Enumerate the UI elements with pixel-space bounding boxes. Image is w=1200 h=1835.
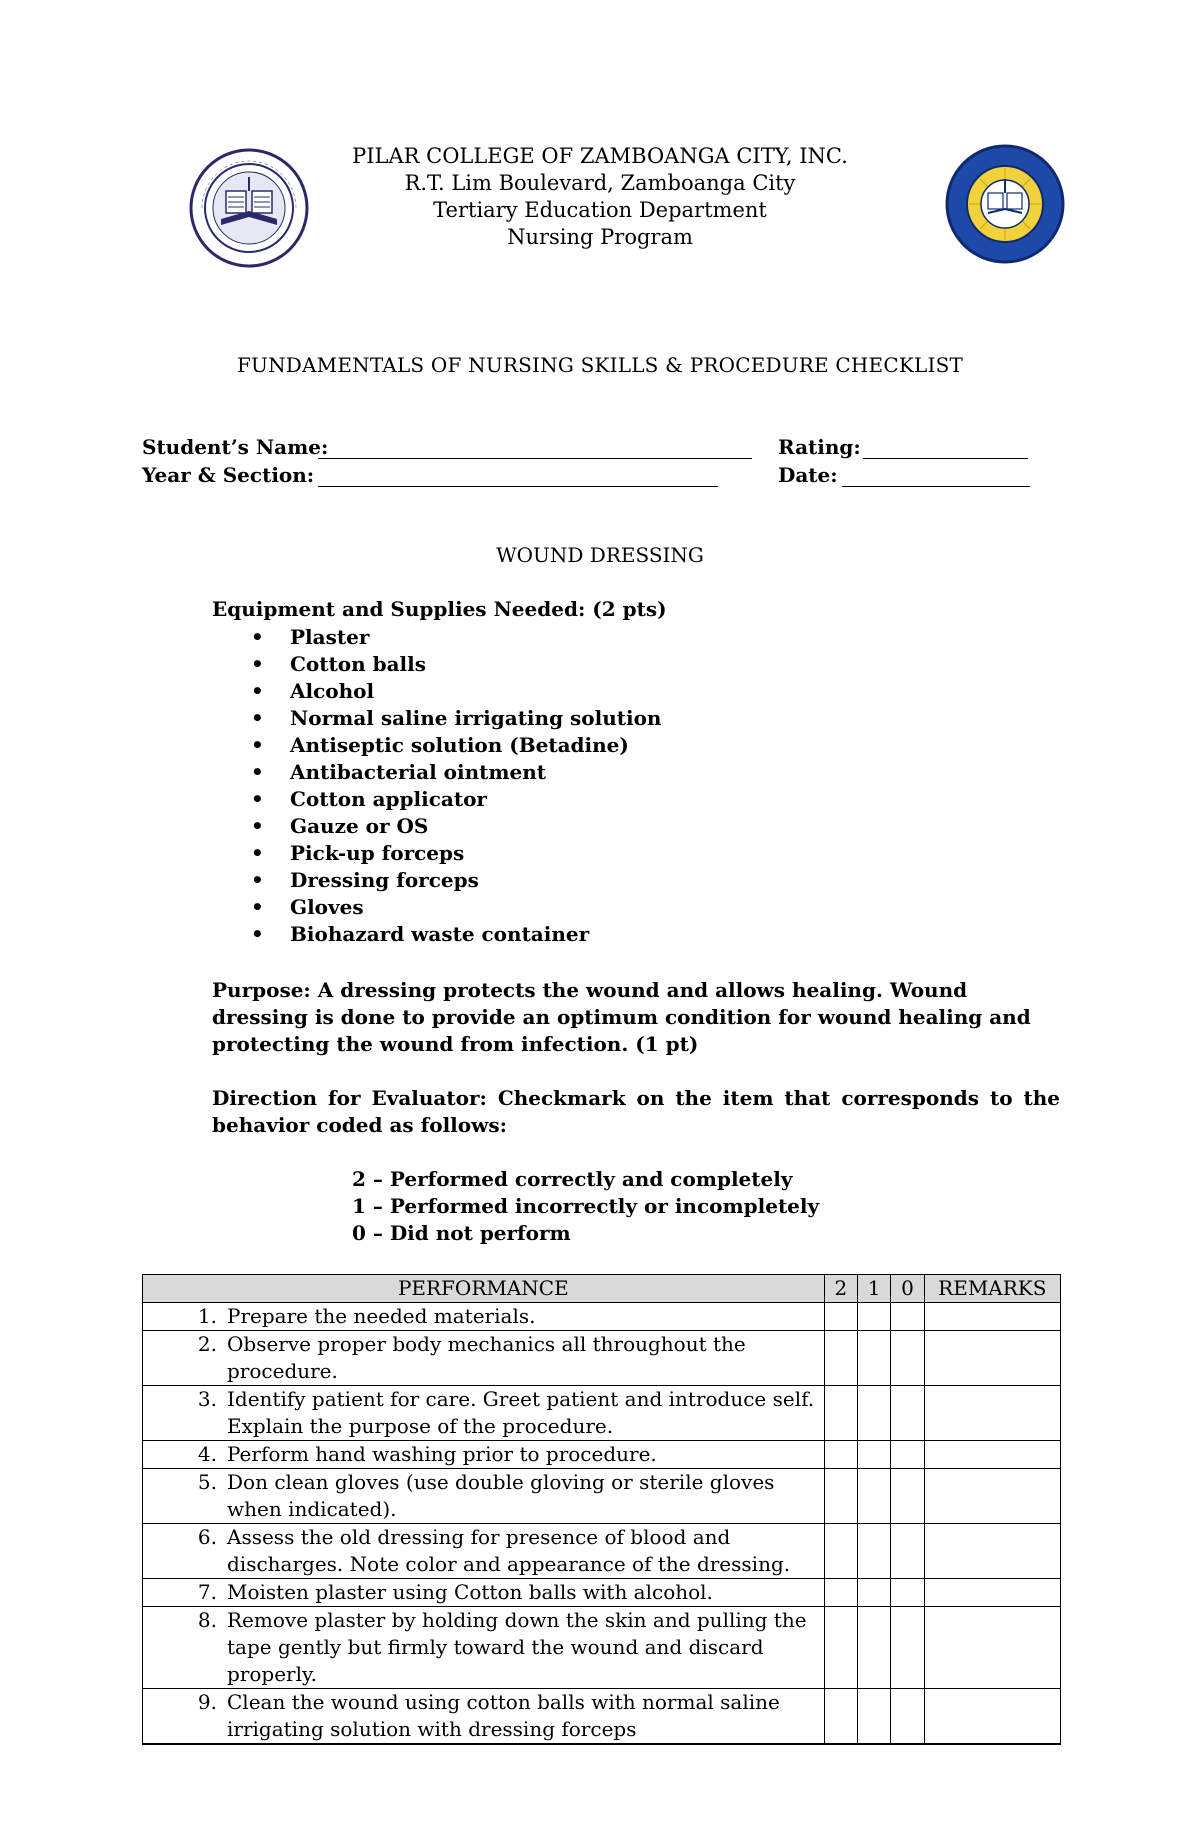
score-1-cell[interactable] bbox=[857, 1689, 890, 1745]
step-number: 1. bbox=[197, 1304, 217, 1328]
header-score-2: 2 bbox=[824, 1275, 857, 1303]
score-1-cell[interactable] bbox=[857, 1303, 890, 1331]
score-2-cell[interactable] bbox=[824, 1469, 857, 1524]
table-row bbox=[143, 1331, 1061, 1386]
bullet-icon: • bbox=[251, 922, 264, 946]
table-row bbox=[143, 1607, 1061, 1689]
score-1-cell[interactable] bbox=[857, 1579, 890, 1607]
score-0-cell[interactable] bbox=[891, 1607, 924, 1689]
year-section-field[interactable] bbox=[318, 486, 718, 487]
step-number: 5. bbox=[197, 1470, 217, 1494]
table-row bbox=[143, 1441, 1061, 1469]
step-number: 3. bbox=[197, 1387, 217, 1411]
code-2: 2 – Performed correctly and completely bbox=[352, 1167, 793, 1191]
score-2-cell[interactable] bbox=[824, 1303, 857, 1331]
purpose-paragraph: Purpose: A dressing protects the wound and allows healing. Wound dressing is done to provide an optimum condition for wound healing and protecting the wound from infection. (1 pt) bbox=[212, 978, 1031, 1056]
step-text: Moisten plaster using Cotton balls with alcohol. bbox=[227, 1580, 713, 1604]
table-row bbox=[143, 1524, 1061, 1579]
score-0-cell[interactable] bbox=[891, 1386, 924, 1441]
institution-header bbox=[300, 143, 900, 251]
bullet-icon: • bbox=[251, 868, 264, 892]
score-2-cell[interactable] bbox=[824, 1524, 857, 1579]
rating-field[interactable] bbox=[863, 458, 1028, 459]
remarks-cell[interactable] bbox=[924, 1386, 1060, 1441]
header-remarks: REMARKS bbox=[924, 1275, 1060, 1303]
remarks-cell[interactable] bbox=[924, 1469, 1060, 1524]
table-row bbox=[143, 1579, 1061, 1607]
remarks-cell[interactable] bbox=[924, 1579, 1060, 1607]
bullet-icon: • bbox=[251, 679, 264, 703]
checklist-title: FUNDAMENTALS OF NURSING SKILLS & PROCEDURE CHECKLIST bbox=[236, 353, 964, 377]
remarks-cell[interactable] bbox=[924, 1331, 1060, 1386]
bullet-icon: • bbox=[251, 841, 264, 865]
table-row bbox=[143, 1386, 1061, 1441]
header-score-1: 1 bbox=[857, 1275, 890, 1303]
step-text: Remove plaster by holding down the skin and pulling the tape gently but firmly toward the wound and discard properly. bbox=[227, 1608, 807, 1686]
step-number: 2. bbox=[197, 1332, 217, 1356]
score-2-cell[interactable] bbox=[824, 1441, 857, 1469]
pilar-college-seal-logo bbox=[188, 147, 310, 269]
score-1-cell[interactable] bbox=[857, 1331, 890, 1386]
score-0-cell[interactable] bbox=[891, 1441, 924, 1469]
step-text: Identify patient for care. Greet patient and introduce self. Explain the purpose of the procedure. bbox=[227, 1387, 815, 1438]
score-2-cell[interactable] bbox=[824, 1331, 857, 1386]
year-section-label: Year & Section: bbox=[142, 463, 315, 487]
equipment-list bbox=[212, 624, 661, 948]
procedure-title: WOUND DRESSING bbox=[496, 543, 704, 567]
list-item: • Plaster bbox=[251, 625, 370, 649]
score-1-cell[interactable] bbox=[857, 1441, 890, 1469]
score-2-cell[interactable] bbox=[824, 1579, 857, 1607]
step-number: 9. bbox=[197, 1690, 217, 1714]
list-item: • Biohazard waste container bbox=[251, 922, 590, 946]
score-0-cell[interactable] bbox=[891, 1524, 924, 1579]
list-item: • Dressing forceps bbox=[251, 868, 479, 892]
list-item: • Gloves bbox=[251, 895, 364, 919]
header-score-0: 0 bbox=[891, 1275, 924, 1303]
list-item: • Antibacterial ointment bbox=[251, 760, 547, 784]
remarks-cell[interactable] bbox=[924, 1524, 1060, 1579]
step-text: Perform hand washing prior to procedure. bbox=[227, 1442, 657, 1466]
rating-label: Rating: bbox=[778, 435, 861, 459]
step-text: Don clean gloves (use double gloving or sterile gloves when indicated). bbox=[227, 1470, 775, 1521]
step-number: 4. bbox=[197, 1442, 217, 1466]
bullet-icon: • bbox=[251, 760, 264, 784]
step-number: 6. bbox=[197, 1525, 217, 1549]
score-0-cell[interactable] bbox=[891, 1689, 924, 1745]
code-0: 0 – Did not perform bbox=[352, 1221, 571, 1245]
bullet-icon: • bbox=[251, 706, 264, 730]
score-0-cell[interactable] bbox=[891, 1303, 924, 1331]
list-item: • Antiseptic solution (Betadine) bbox=[251, 733, 629, 757]
remarks-cell[interactable] bbox=[924, 1303, 1060, 1331]
remarks-cell[interactable] bbox=[924, 1441, 1060, 1469]
score-1-cell[interactable] bbox=[857, 1469, 890, 1524]
bullet-icon: • bbox=[251, 895, 264, 919]
date-label: Date: bbox=[778, 463, 838, 487]
equipment-heading: Equipment and Supplies Needed: (2 pts) bbox=[212, 597, 667, 621]
list-item: • Pick-up forceps bbox=[251, 841, 465, 865]
student-name-label: Student’s Name: bbox=[142, 435, 329, 459]
college-address: R.T. Lim Boulevard, Zamboanga City bbox=[404, 171, 796, 195]
list-item: • Alcohol bbox=[251, 679, 375, 703]
list-item: • Cotton balls bbox=[251, 652, 426, 676]
nursing-program-seal-logo bbox=[944, 143, 1066, 265]
table-row bbox=[143, 1303, 1061, 1331]
rating-codes bbox=[352, 1166, 819, 1247]
score-0-cell[interactable] bbox=[891, 1469, 924, 1524]
code-1: 1 – Performed incorrectly or incompletely bbox=[352, 1194, 820, 1218]
bullet-icon: • bbox=[251, 733, 264, 757]
student-name-field[interactable] bbox=[318, 458, 752, 459]
step-number: 8. bbox=[197, 1608, 217, 1632]
step-text: Clean the wound using cotton balls with normal saline irrigating solution with dressing forceps bbox=[227, 1690, 780, 1741]
table-header-row bbox=[143, 1275, 1061, 1303]
step-number: 7. bbox=[197, 1580, 217, 1604]
date-field[interactable] bbox=[842, 486, 1030, 487]
list-item: • Normal saline irrigating solution bbox=[251, 706, 662, 730]
bullet-icon: • bbox=[251, 787, 264, 811]
evaluator-direction: Direction for Evaluator: Checkmark on the item that corresponds to the behavior coded as follows: bbox=[212, 1086, 1060, 1137]
table-row bbox=[143, 1469, 1061, 1524]
department-name: Tertiary Education Department bbox=[433, 198, 767, 222]
score-2-cell[interactable] bbox=[824, 1386, 857, 1441]
list-item: • Gauze or OS bbox=[251, 814, 429, 838]
step-text: Assess the old dressing for presence of blood and discharges. Note color and appearance of the dressing. bbox=[227, 1525, 791, 1576]
step-text: Observe proper body mechanics all throughout the procedure. bbox=[227, 1332, 746, 1383]
score-2-cell[interactable] bbox=[824, 1607, 857, 1689]
table-row bbox=[143, 1689, 1061, 1745]
score-0-cell[interactable] bbox=[891, 1331, 924, 1386]
step-text: Prepare the needed materials. bbox=[227, 1304, 536, 1328]
score-0-cell[interactable] bbox=[891, 1579, 924, 1607]
college-name: PILAR COLLEGE OF ZAMBOANGA CITY, INC. bbox=[352, 144, 848, 168]
score-1-cell[interactable] bbox=[857, 1607, 890, 1689]
performance-table bbox=[142, 1274, 1061, 1745]
list-item: • Cotton applicator bbox=[251, 787, 487, 811]
score-1-cell[interactable] bbox=[857, 1524, 890, 1579]
remarks-cell[interactable] bbox=[924, 1607, 1060, 1689]
bullet-icon: • bbox=[251, 625, 264, 649]
bullet-icon: • bbox=[251, 814, 264, 838]
score-2-cell[interactable] bbox=[824, 1689, 857, 1745]
header-performance: PERFORMANCE bbox=[143, 1275, 825, 1303]
bullet-icon: • bbox=[251, 652, 264, 676]
program-name: Nursing Program bbox=[507, 225, 693, 249]
score-1-cell[interactable] bbox=[857, 1386, 890, 1441]
remarks-cell[interactable] bbox=[924, 1689, 1060, 1745]
